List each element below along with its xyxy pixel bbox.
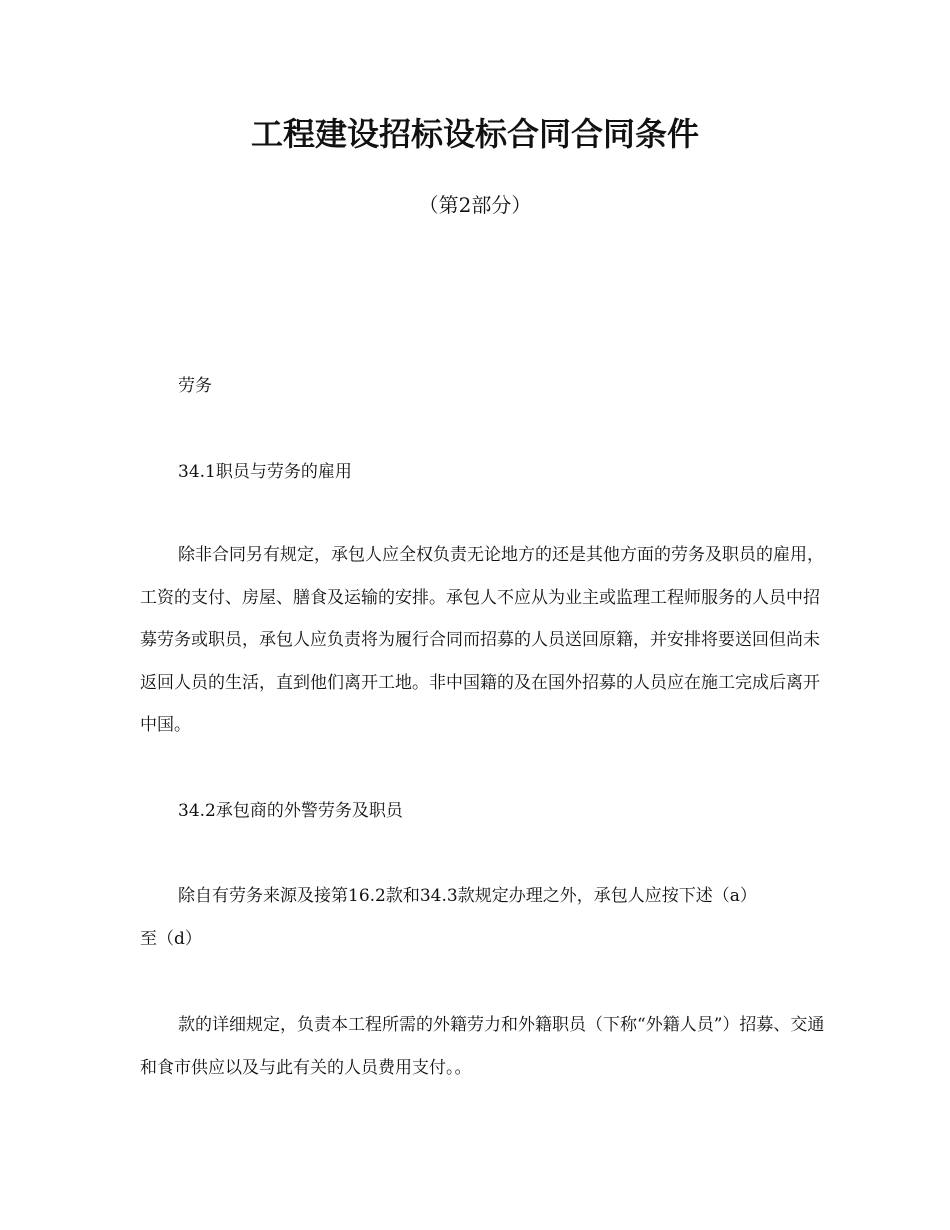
document-subtitle: （第2部分） — [418, 193, 532, 217]
clause-34-1-paragraph: 除非合同另有规定，承包人应全权负责无论地方的还是其他方面的劳务及职员的雇用，工资的支付、房屋、膳食及运输的安排。承包人不应从为业主或监理工程师服务的人员中招募劳务或职员，承包人应负责将为履行合同而招募的人员送回原籍，并安排将要送回但尚未返回人员的生活，直到他们离开工地。非中国籍的及在国外招募的人员应在施工完成后离开中国。 — [140, 545, 824, 735]
clause-34-2-paragraph-line-2: 至（d） — [140, 929, 202, 949]
document-title: 工程建设招标设标合同合同条件 — [250, 115, 699, 153]
clause-34-2-paragraph-continued: 款的详细规定，负责本工程所需的外籍劳力和外籍职员（下称“外籍人员”）招募、交通和食市供应以及与此有关的人员费用支付。。 — [140, 1015, 825, 1078]
clause-34-2-paragraph-line-1: 除自有劳务来源及接第16.2款和34.3款规定办理之外，承包人应按下述（a） — [178, 886, 757, 906]
section-label: 劳务 — [178, 376, 212, 396]
clause-34-2-heading: 34.2承包商的外警劳务及职员 — [178, 801, 403, 821]
clause-34-1-heading: 34.1职员与劳务的雇用 — [178, 462, 352, 482]
